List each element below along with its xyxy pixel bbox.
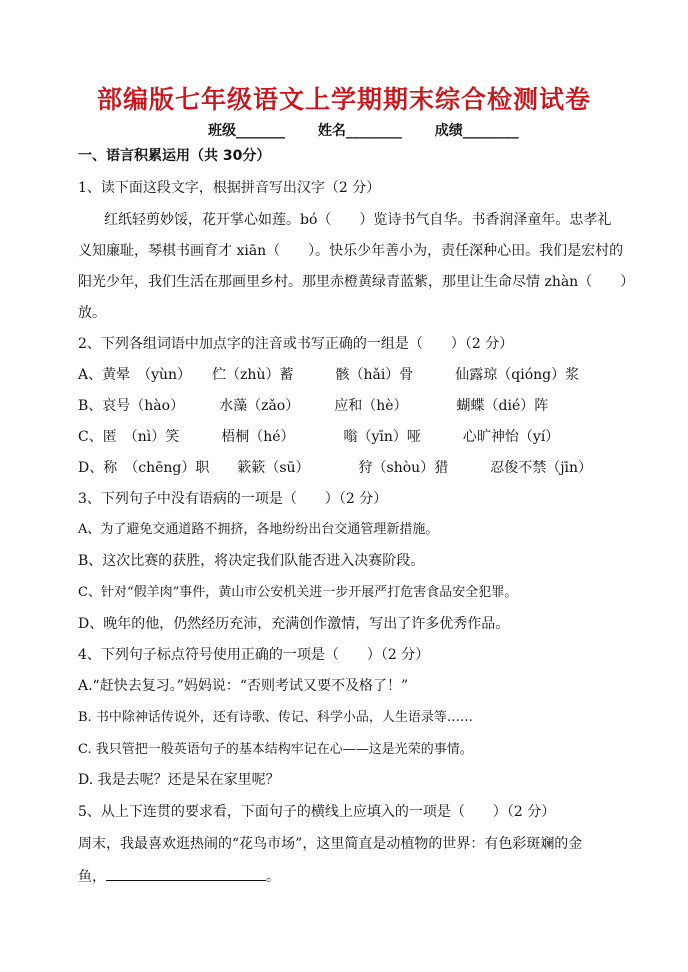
question-1-stem: 1、读下面这段文字，根据拼音写出汉字（2 分） [78, 180, 381, 196]
answer-blank[interactable] [106, 866, 266, 881]
question-1-paragraph-line: 义知廉耻，琴棋书画育才 xiān（ ）。快乐少年善小为，责任深种心田。我们是宏村的 [78, 243, 624, 259]
question-1-paragraph-line: 放。 [78, 305, 106, 321]
question-5-paragraph-start: 鱼， [78, 869, 106, 885]
section-heading: 一、语言积累运用（共 30分） [78, 148, 271, 164]
question-4-option-b: B. 书中除神话传说外，还有诗歌、传记、科学小品，人生语录等…… [78, 710, 473, 725]
question-3-option-a: A、为了避免交通道路不拥挤，各地纷纷出台交通管理新措施。 [78, 522, 439, 537]
score-field: 成绩________ [434, 123, 519, 139]
question-3-option-c: C、针对“假羊肉”事件，黄山市公安机关进一步开展严打危害食品安全犯罪。 [78, 585, 518, 600]
question-2-option-c: C、匿 （nì）笑 梧桐（hé） 嗡（yīn）哑 心旷神怡（yí） [78, 429, 560, 445]
question-2-option-b: B、哀号（hào） 水藻（zǎo） 应和（hè） 蝴蝶（dié）阵 [78, 398, 549, 414]
question-1-paragraph-line: 阳光少年，我们生活在那画里乡村。那里赤橙黄绿青蓝紫，那里让生命尽情 zhàn（ ） [78, 274, 635, 290]
question-5-stem: 5、从上下连贯的要求看，下面句子的横线上应填入的一项是（ ）（2 分） [78, 804, 556, 820]
question-1-paragraph-line: 红纸轻剪妙馁，花开掌心如莲。bó（ ）览诗书气自华。书香润泽童年。忠孝礼 [104, 212, 612, 228]
question-2-stem: 2、下列各组词语中加点字的注音或书写正确的一组是（ ）（2 分） [78, 336, 514, 352]
question-4-option-d: D. 我是去呢？还是呆在家里呢？ [78, 772, 280, 788]
exam-title: 部编版七年级语文上学期期末综合检测试卷 [96, 85, 591, 114]
question-4-option-c: C. 我只管把一般英语句子的基本结构牢记在心——这是光荣的事情。 [78, 742, 473, 757]
question-3-option-d: D、晚年的他，仍然经历充沛，充满创作激情，写出了许多优秀作品。 [78, 616, 510, 632]
question-2-option-d: D、称 （chēng）职 簌簌（sū） 狩（shòu）猎 忍俊不禁（jīn） [78, 460, 593, 476]
question-4-stem: 4、下列句子标点符号使用正确的一项是（ ）（2 分） [78, 647, 430, 663]
question-2-option-a: A、黄晕 （yùn） 伫（zhù）蓄 骸（hǎi）骨 仙露琼（qióng）浆 [78, 367, 580, 383]
question-3-option-b: B、这次比赛的获胜，将决定我们队能否进入决赛阶段。 [78, 553, 425, 569]
question-4-option-a: A.“赶快去复习。”妈妈说：“否则考试又要不及格了！” [78, 678, 409, 694]
student-info-row [208, 120, 547, 140]
question-5-answer-line [78, 866, 280, 887]
question-5-paragraph-end: 。 [266, 869, 280, 885]
class-field: 班级_______ [208, 123, 285, 139]
question-5-paragraph-line: 周末，我最喜欢逛热闹的“花鸟市场”，这里简直是动植物的世界：有色彩斑斓的金 [78, 836, 583, 852]
question-3-stem: 3、下列句子中没有语病的一项是（ ）（2 分） [78, 491, 388, 507]
name-field: 姓名________ [317, 123, 402, 139]
